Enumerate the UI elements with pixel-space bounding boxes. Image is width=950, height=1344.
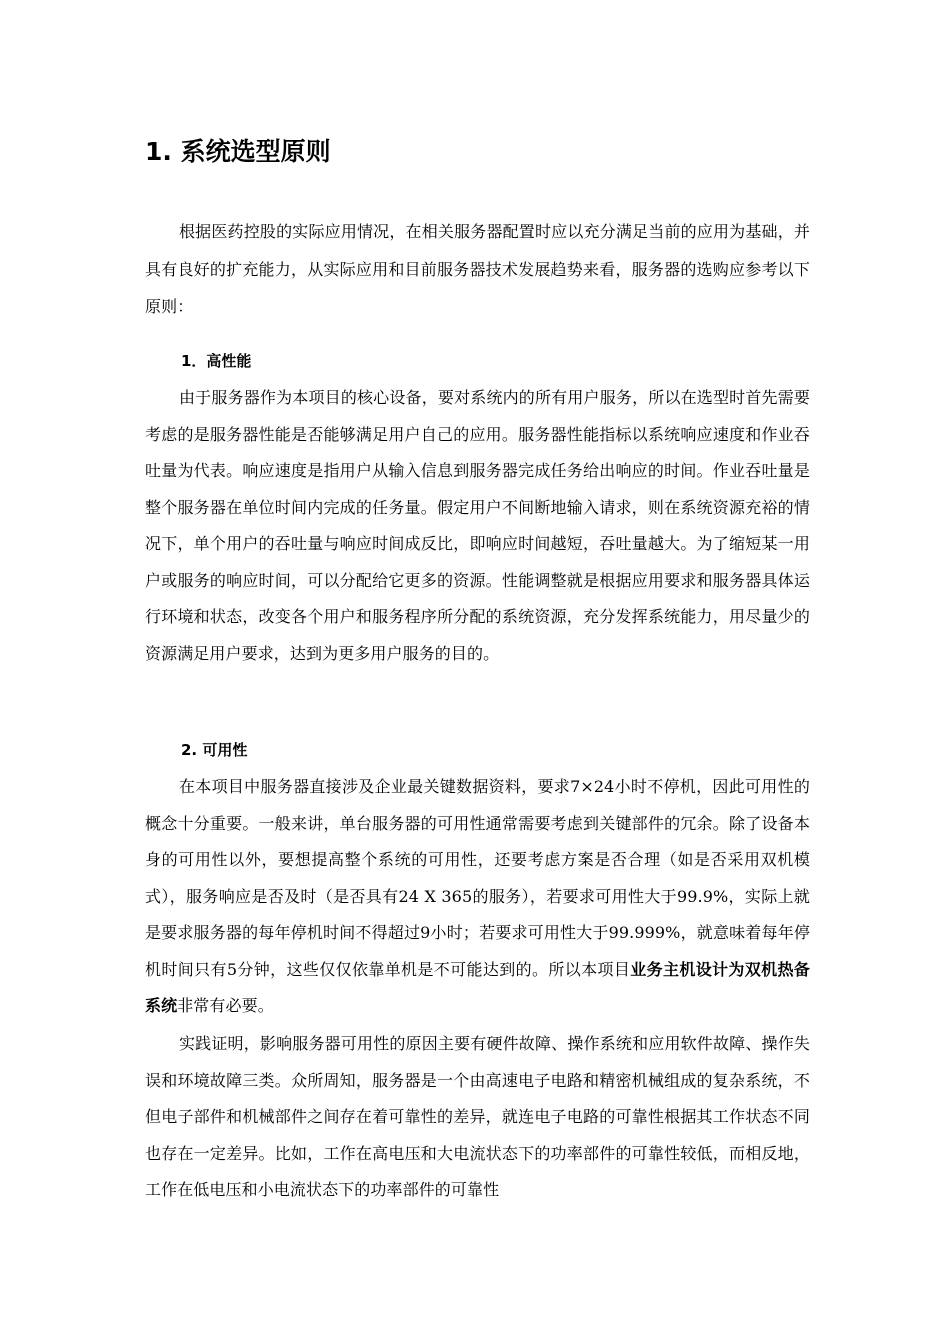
availability-text-before: 在本项目中服务器直接涉及企业最关键数据资料，要求7×24小时不停机，因此可用性的概念十分重要。一般来讲，单台服务器的可用性通常需要考虑到关键部件的冗余。除了设备本身的可用性以外，要想提高整个系统的可用性，还要考虑方案是否合理（如是否采用双机模式），服务响应是否及时（是否具有24 X 365的服务），若要求可用性大于99.9%，实际上就是要求服务器的每年停机时间不得超过9小时；若要求可用性大于99.999%，就意味着每年停机时间只有5分钟，这些仅仅依靠单机是不可能达到的。所以本项目 xyxy=(145,777,810,979)
reliability-paragraph: 实践证明，影响服务器可用性的原因主要有硬件故障、操作系统和应用软件故障、操作失误和环境故障三类。众所周知，服务器是一个由高速电子电路和精密机械组成的复杂系统，不但电子部件和机械部件之间存在着可靠性的差异，就连电子电路的可靠性根据其工作状态不同也存在一定差异。比如，工作在高电压和大电流状态下的功率部件的可靠性较低，而相反地，工作在低电压和小电流状态下的功率部件的可靠性 xyxy=(145,1034,810,1199)
section-title: 1. 系统选型原则 xyxy=(145,137,331,166)
subheading-high-performance: 1．高性能 xyxy=(181,352,252,370)
intro-paragraph: 根据医药控股的实际应用情况，在相关服务器配置时应以充分满足当前的应用为基础，并具有良好的扩充能力，从实际应用和目前服务器技术发展趋势来看，服务器的选购应参考以下原则： xyxy=(145,222,810,316)
availability-bold-phrase: 业务主机设计为双机热备系统 xyxy=(145,959,810,1015)
availability-paragraph xyxy=(145,769,810,1025)
performance-paragraph: 由于服务器作为本项目的核心设备，要对系统内的所有用户服务，所以在选型时首先需要考虑的是服务器性能是否能够满足用户自己的应用。服务器性能指标以系统响应速度和作业吞吐量为代表。响应速度是指用户从输入信息到服务器完成任务给出响应的时间。作业吞吐量是整个服务器在单位时间内完成的任务量。假定用户不间断地输入请求，则在系统资源充裕的情况下，单个用户的吞吐量与响应时间成反比，即响应时间越短，吞吐量越大。为了缩短某一用户或服务的响应时间，可以分配给它更多的资源。性能调整就是根据应用要求和服务器具体运行环境和状态，改变各个用户和服务程序所分配的系统资源，充分发挥系统能力，用尽量少的资源满足用户要求，达到为更多用户服务的目的。 xyxy=(145,388,810,663)
subheading-availability: 2. 可用性 xyxy=(181,741,248,759)
availability-text-after: 非常有必要。 xyxy=(177,996,274,1015)
